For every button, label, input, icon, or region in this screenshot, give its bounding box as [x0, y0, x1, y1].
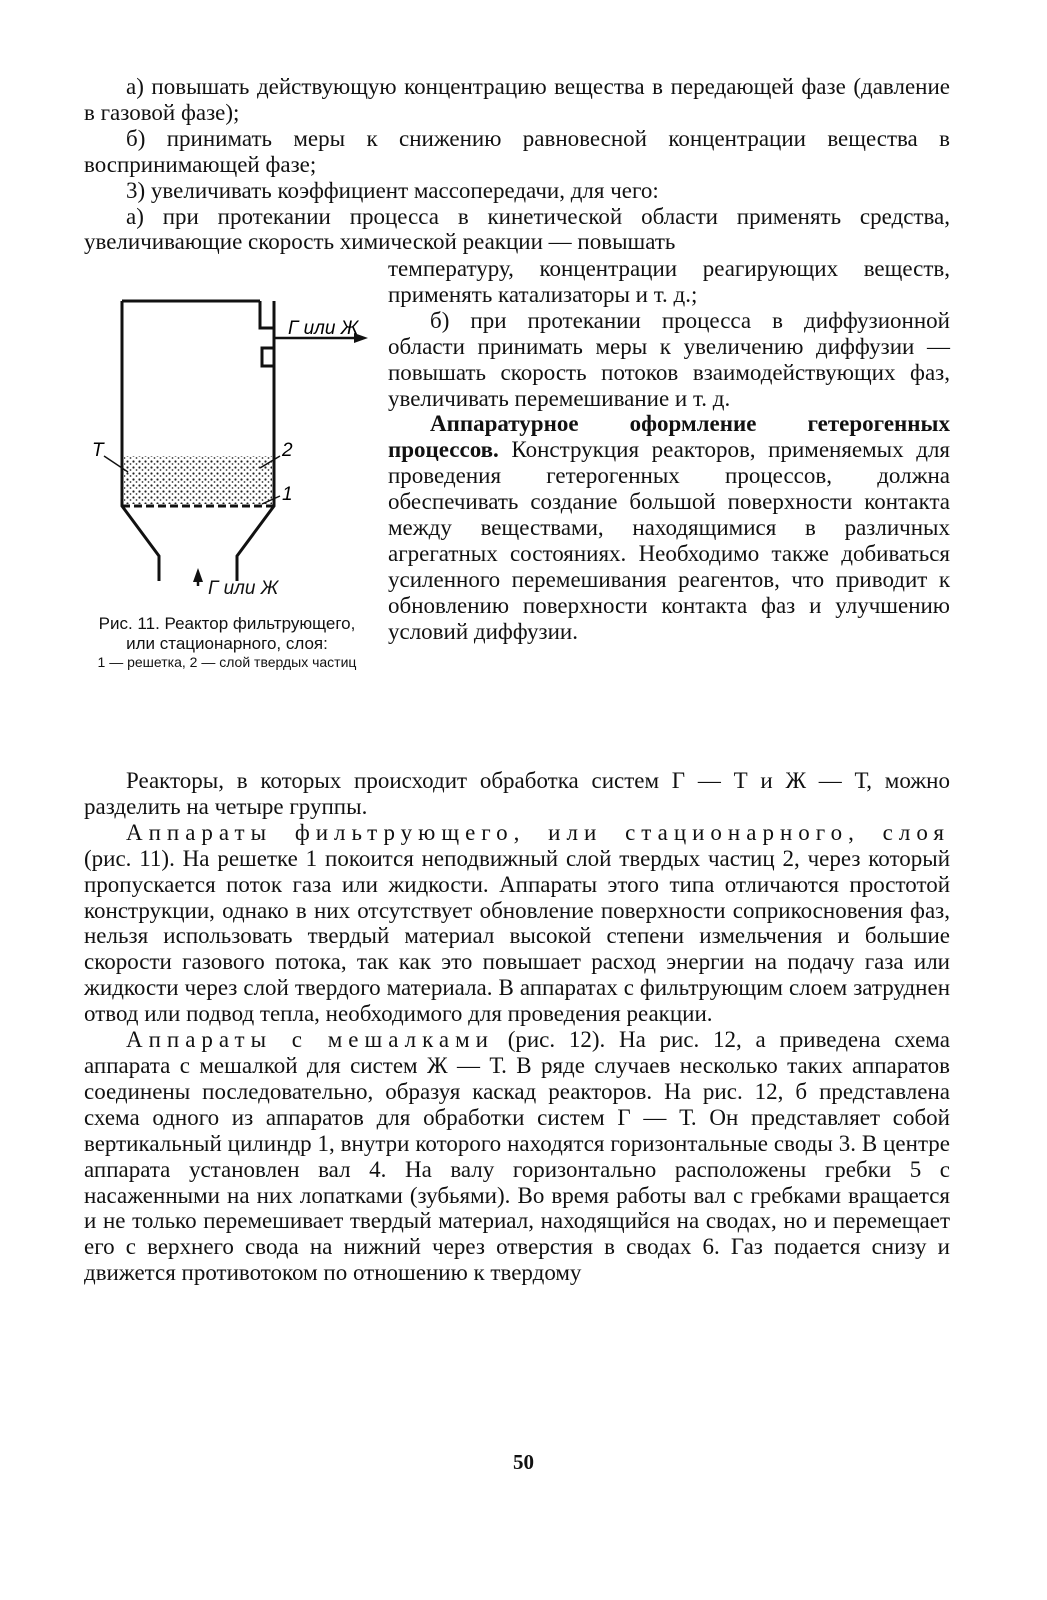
label-2: 2	[282, 440, 293, 461]
outlet-pipe-upper	[260, 301, 274, 328]
filter-text: (рис. 11). На решетке 1 покоится неподвижный слой твердых частиц 2, через который пропускается поток газа или жидкости. Аппараты этого типа отличаются простотой конструкции, однако в них отсутствует обновление поверхности соприкосновения фаз, нельзя использовать твердый материал высокой степени измельчения и большие скорости газового потока, так как это повышает расход энергии на подачу газа или жидкости через слой твердого материала. В аппаратах с фильтрующим слоем затруднен отвод или подвод тепла, необходимого для проведения реакции.	[84, 845, 950, 1027]
vessel-right-wall	[237, 301, 274, 581]
spaced-term-mixers: Аппараты с мешалками	[126, 1027, 494, 1053]
intro-block	[84, 74, 950, 255]
figure-11	[84, 256, 374, 726]
vessel-left-wall	[122, 301, 159, 581]
wrap-paragraph-cont: температуру, концентрации реагирующих веществ, применять катализаторы и т. д.;	[388, 256, 950, 307]
body-paragraph-filter	[84, 820, 950, 1027]
section-text: Конструкция реакторов, применяемых для проведения гетерогенных процессов, должна обеспечивать создание большой поверхности контакта между веществами, находящимися в различных агрегатных состояниях. Необходимо также добиваться усиленного перемешивания реагентов, что приводит к обновлению поверхности контакта фаз и улучшению условий диффузии.	[388, 437, 950, 644]
section-heading: Аппаратурное оформление гетерогенных процессов.	[388, 411, 950, 463]
body-paragraph-mixers	[84, 1027, 950, 1286]
intro-paragraph-a: а) повышать действующую концентрацию вещества в передающей фазе (давление в газовой фазе);	[84, 74, 950, 125]
mixers-text: (рис. 12). На рис. 12, а приведена схема аппарата с мешалкой для систем Ж — Т. В ряде случаев несколько таких аппаратов соединены последовательно, образуя каскад реакторов. На рис. 12, б представлена схема одного из аппаратов для обработки систем Г — Т. Он представляет собой вертикальный цилиндр 1, внутри которого находятся горизонтальные своды 3. В центре аппарата установлен вал 4. На валу горизонтально расположены гребки 5 с насаженными на них лопатками (зубьями). Во время работы вал с гребками вращается и не только перемешивает твердый материал, находящийся на сводах, но и перемещает его с верхнего свода на нижний через отверстия в сводах 6. Газ подается снизу и движется противотоком по отношению к твердому	[84, 1027, 950, 1286]
particle-layer	[124, 456, 272, 504]
inlet-label: Г или Ж	[208, 578, 279, 599]
inlet-label-row	[84, 578, 374, 610]
body-block	[84, 768, 950, 1286]
outlet-pipe-lower	[262, 348, 274, 366]
inlet-arrow-head	[193, 568, 203, 582]
figure-wrap-block	[84, 256, 950, 726]
intro-paragraph-b: б) принимать меры к снижению равновесной концентрации вещества в воспринимающей фазе;	[84, 125, 950, 177]
figure-legend: 1 — решетка, 2 — слой твердых частиц	[97, 654, 357, 670]
label-T: Т	[92, 440, 104, 461]
label-1: 1	[282, 484, 293, 505]
reactor-diagram	[84, 256, 374, 586]
intro-paragraph-3: 3) увеличивать коэффициент массопередачи, для чего:	[126, 177, 659, 203]
outlet-label: Г или Ж	[288, 318, 359, 339]
page-number: 50	[513, 1450, 534, 1474]
spaced-term-filter: Аппараты фильтрующего, или стационарного, слоя	[126, 819, 950, 845]
figure-caption: Рис. 11. Реактор фильтрующего, или стационарного, слоя:	[98, 614, 356, 653]
wrap-paragraph-b: б) при протекании процесса в диффузионной области принимать меры к увеличению диффузии — повышать скорость потоков взаимодействующих фаз, увеличивать перемешивание и т. д.	[388, 307, 950, 411]
body-paragraph-groups: Реакторы, в которых происходит обработка систем Г — Т и Ж — Т, можно разделить на четыре группы.	[84, 768, 950, 819]
intro-paragraph-3a: а) при протекании процесса в кинетической области применять средства, увеличивающие скорость химической реакции — повышать	[84, 203, 950, 255]
